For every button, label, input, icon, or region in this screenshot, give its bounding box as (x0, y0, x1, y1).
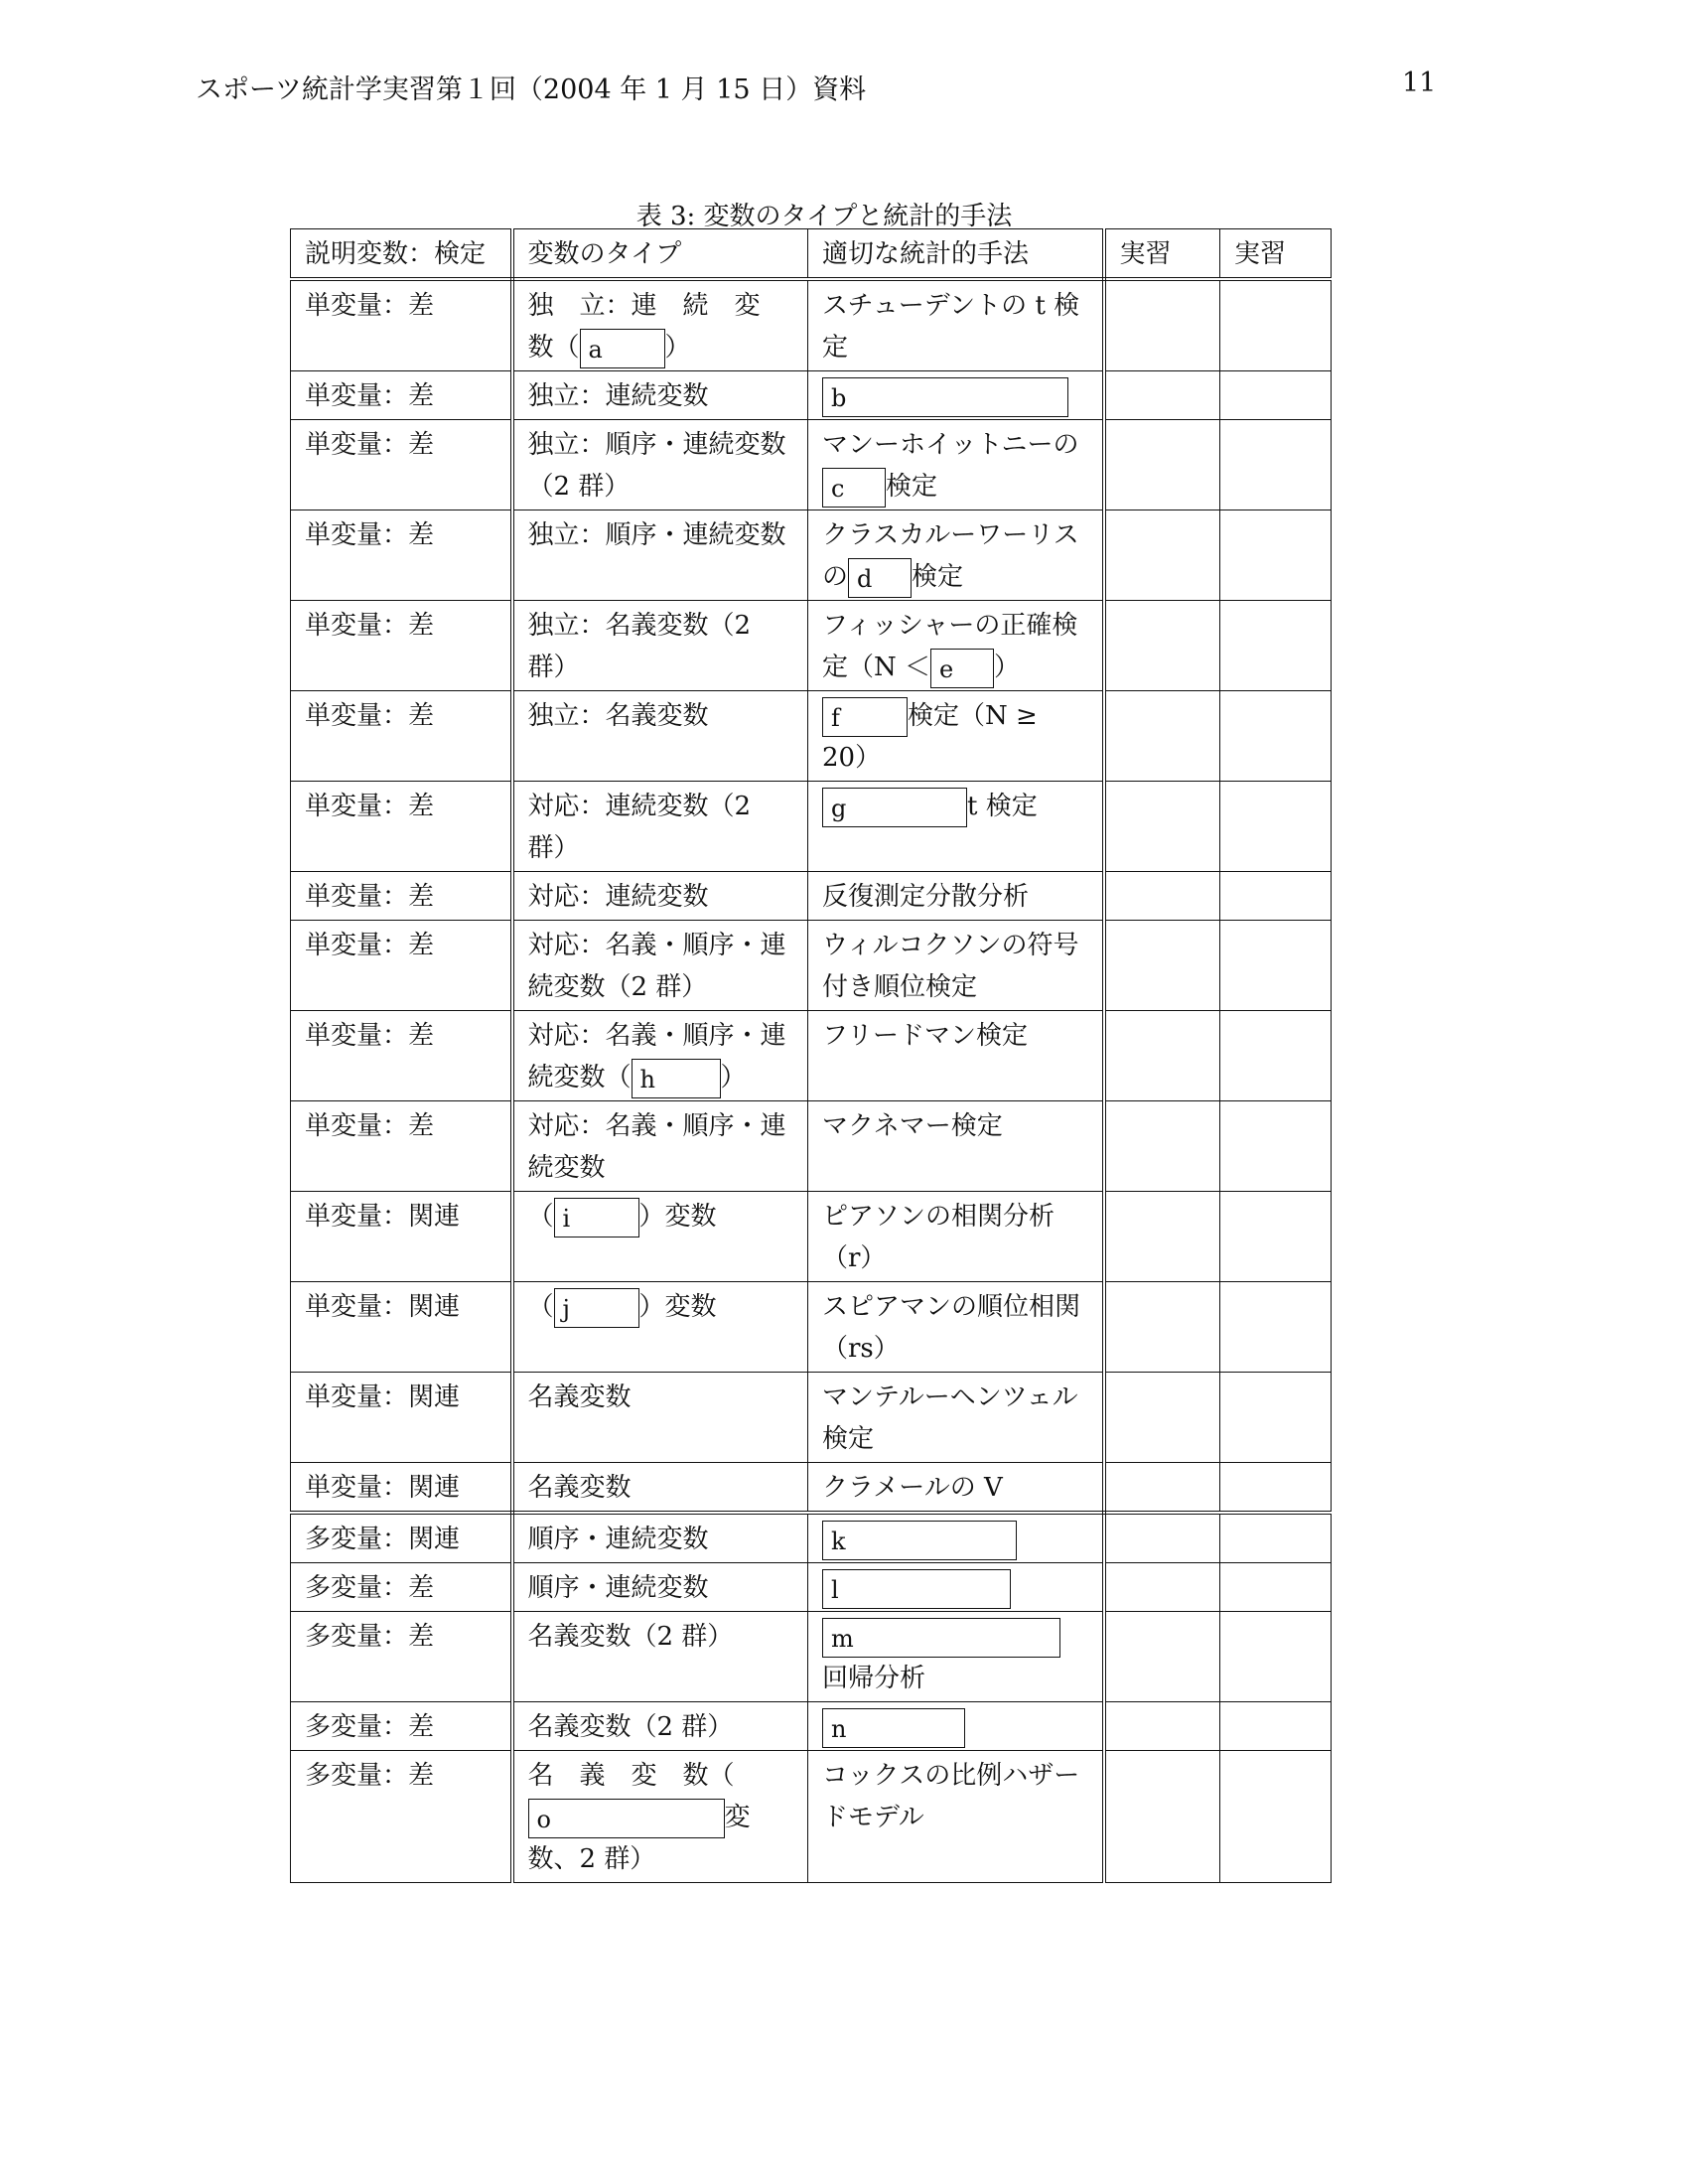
explanatory-variable-text: 単変量：差 (305, 381, 435, 411)
answer-blank-box[interactable]: b (822, 377, 1068, 417)
table-row (291, 691, 1332, 782)
statistical-method-cell (808, 1513, 1104, 1563)
statistical-method-suffix: 検定 (886, 472, 938, 502)
table-row (291, 1702, 1332, 1751)
variable-type-cell (512, 1702, 808, 1751)
practice-cell-1 (1104, 1463, 1220, 1514)
variable-type-cell (512, 1463, 808, 1514)
statistical-method-text: ウィルコクソンの符号付き順位検定 (822, 931, 1079, 1002)
practice-cell-1 (1104, 601, 1220, 691)
practice-cell-2 (1220, 601, 1332, 691)
variable-type-text: 独立：順序・連続変数 (527, 520, 786, 550)
explanatory-variable-text: 単変量：差 (305, 701, 435, 731)
practice-cell-1 (1104, 1101, 1220, 1192)
answer-blank-box[interactable]: g (822, 788, 967, 827)
table-row (291, 420, 1332, 510)
variable-type-text: 順序・連続変数 (527, 1573, 709, 1603)
variable-type-cell (512, 1192, 808, 1282)
variable-type-text: 名義変数 (527, 1383, 632, 1412)
practice-cell-1 (1104, 921, 1220, 1011)
statistical-method-cell (808, 1282, 1104, 1373)
practice-cell-1 (1104, 510, 1220, 601)
header-cell: 実習 (1104, 229, 1220, 280)
table-row (291, 872, 1332, 921)
statistical-method-cell (808, 420, 1104, 510)
header-cell: 実習 (1220, 229, 1332, 280)
statistical-method-cell (808, 1702, 1104, 1751)
explanatory-variable-cell (291, 1751, 512, 1883)
practice-cell-1 (1104, 279, 1220, 371)
table-row (291, 279, 1332, 371)
statistical-method-cell (808, 1373, 1104, 1463)
explanatory-variable-cell (291, 371, 512, 420)
variable-type-cell (512, 782, 808, 872)
practice-cell-2 (1220, 1463, 1332, 1514)
statistical-method-cell (808, 510, 1104, 601)
statistical-method-text: スピアマンの順位相関（rs） (822, 1292, 1081, 1364)
explanatory-variable-cell (291, 782, 512, 872)
explanatory-variable-cell (291, 279, 512, 371)
variable-type-text: 名義変数（2 群） (527, 1622, 734, 1652)
statistical-method-cell (808, 279, 1104, 371)
answer-blank-box[interactable]: m (822, 1618, 1060, 1658)
statistical-method-cell (808, 782, 1104, 872)
variable-type-text: （ (527, 1292, 554, 1322)
statistical-method-cell (808, 601, 1104, 691)
variable-type-text: 対応：連続変数 (527, 882, 709, 912)
answer-blank-box[interactable]: d (848, 558, 912, 598)
variable-type-cell (512, 420, 808, 510)
variable-type-text: 名 義 変 数（ (527, 1761, 735, 1791)
statistical-method-text: クラメールの V (822, 1473, 1003, 1503)
variable-type-cell (512, 601, 808, 691)
explanatory-variable-cell (291, 1612, 512, 1702)
statistical-method-suffix: 検定（N ≥ 20） (822, 701, 1038, 773)
practice-cell-2 (1220, 782, 1332, 872)
variable-type-suffix: ） (664, 333, 691, 363)
statistical-method-text: フィッシャーの正確検定（N ＜ (822, 611, 1078, 682)
variable-type-cell (512, 371, 808, 420)
statistical-method-cell (808, 1192, 1104, 1282)
practice-cell-2 (1220, 921, 1332, 1011)
explanatory-variable-cell (291, 1192, 512, 1282)
explanatory-variable-cell (291, 510, 512, 601)
statistical-method-cell (808, 1612, 1104, 1702)
variable-type-text: 独 立：連 続 変 数（ (527, 291, 786, 363)
table-row (291, 371, 1332, 420)
statistical-method-cell (808, 1751, 1104, 1883)
variable-type-text: 独立：連続変数 (527, 381, 709, 411)
answer-blank-box[interactable]: h (632, 1059, 721, 1098)
variable-type-cell (512, 872, 808, 921)
answer-blank-box[interactable]: i (554, 1198, 639, 1238)
variable-type-cell (512, 1751, 808, 1883)
variable-type-text: 名義変数 (527, 1473, 632, 1503)
explanatory-variable-text: 多変量：差 (305, 1712, 435, 1742)
table-caption: 表 3: 変数のタイプと統計的手法 (635, 202, 1013, 231)
practice-cell-1 (1104, 1192, 1220, 1282)
explanatory-variable-text: 多変量：関連 (305, 1525, 461, 1554)
table-row (291, 921, 1332, 1011)
statistical-method-cell (808, 1101, 1104, 1192)
practice-cell-2 (1220, 420, 1332, 510)
table-row (291, 1373, 1332, 1463)
statistical-method-cell (808, 1463, 1104, 1514)
explanatory-variable-cell (291, 1101, 512, 1192)
statistical-method-cell (808, 1563, 1104, 1612)
variable-type-cell (512, 1563, 808, 1612)
explanatory-variable-text: 単変量：差 (305, 1021, 435, 1051)
explanatory-variable-text: 単変量：差 (305, 931, 435, 960)
practice-cell-1 (1104, 1751, 1220, 1883)
variable-type-cell (512, 510, 808, 601)
answer-blank-box[interactable]: j (554, 1288, 639, 1328)
answer-blank-box[interactable]: k (822, 1521, 1017, 1560)
header-cell: 適切な統計的手法 (808, 229, 1104, 280)
statistical-method-cell (808, 691, 1104, 782)
table-header-row (291, 229, 1332, 280)
practice-cell-1 (1104, 1011, 1220, 1101)
practice-cell-1 (1104, 1563, 1220, 1612)
table-row (291, 1011, 1332, 1101)
explanatory-variable-cell (291, 1282, 512, 1373)
practice-cell-2 (1220, 1612, 1332, 1702)
variable-type-cell (512, 279, 808, 371)
practice-cell-2 (1220, 1513, 1332, 1563)
variable-type-text: 独立：順序・連続変数（2 群） (527, 430, 786, 502)
answer-blank-box[interactable]: a (580, 329, 665, 368)
practice-cell-2 (1220, 371, 1332, 420)
answer-blank-box[interactable]: n (822, 1708, 965, 1748)
explanatory-variable-cell (291, 872, 512, 921)
explanatory-variable-text: 単変量：差 (305, 520, 435, 550)
variable-type-suffix: ）変数 (638, 1202, 717, 1232)
explanatory-variable-text: 単変量：関連 (305, 1202, 461, 1232)
variable-type-text: 対応：名義・順序・連続変数（2 群） (527, 931, 786, 1002)
table-row (291, 782, 1332, 872)
explanatory-variable-text: 単変量：差 (305, 792, 435, 821)
explanatory-variable-text: 多変量：差 (305, 1573, 435, 1603)
statistical-method-suffix: 検定 (912, 562, 964, 592)
header-cell: 説明変数：検定 (291, 229, 512, 280)
explanatory-variable-text: 多変量：差 (305, 1622, 435, 1652)
explanatory-variable-cell (291, 1513, 512, 1563)
explanatory-variable-text: 単変量：差 (305, 291, 435, 321)
explanatory-variable-text: 単変量：差 (305, 430, 435, 460)
practice-cell-2 (1220, 279, 1332, 371)
table-row (291, 1513, 1332, 1563)
variable-type-suffix: 変数、2 群） (527, 1803, 751, 1874)
answer-blank-box[interactable]: l (822, 1569, 1011, 1609)
table-row (291, 1101, 1332, 1192)
variable-type-cell (512, 1612, 808, 1702)
variable-type-cell (512, 921, 808, 1011)
variable-type-text: 独立：名義変数（2 群） (527, 611, 752, 682)
statistical-method-cell (808, 921, 1104, 1011)
explanatory-variable-text: 単変量：差 (305, 611, 435, 641)
explanatory-variable-cell (291, 1373, 512, 1463)
explanatory-variable-cell (291, 691, 512, 782)
statistical-method-text: スチューデントの t 検定 (822, 291, 1080, 363)
explanatory-variable-cell (291, 1563, 512, 1612)
statistical-method-text: ピアソンの相関分析（r） (822, 1202, 1055, 1273)
explanatory-variable-cell (291, 1011, 512, 1101)
practice-cell-2 (1220, 691, 1332, 782)
practice-cell-1 (1104, 1282, 1220, 1373)
statistical-method-text: クラスカルーワーリスの (822, 520, 1079, 592)
practice-cell-2 (1220, 872, 1332, 921)
practice-cell-2 (1220, 1101, 1332, 1192)
explanatory-variable-text: 単変量：関連 (305, 1292, 461, 1322)
statistical-method-cell (808, 872, 1104, 921)
practice-cell-2 (1220, 510, 1332, 601)
practice-cell-1 (1104, 1702, 1220, 1751)
practice-cell-1 (1104, 1612, 1220, 1702)
variable-type-cell (512, 1282, 808, 1373)
explanatory-variable-cell (291, 420, 512, 510)
table-row (291, 510, 1332, 601)
table-row (291, 1751, 1332, 1883)
table-row (291, 1192, 1332, 1282)
statistical-method-text: マンテルーヘンツェル検定 (822, 1383, 1078, 1454)
explanatory-variable-text: 単変量：差 (305, 882, 435, 912)
variable-type-text: 対応：名義・順序・連続変数 (527, 1111, 786, 1183)
explanatory-variable-text: 単変量：関連 (305, 1473, 461, 1503)
practice-cell-2 (1220, 1192, 1332, 1282)
statistics-methods-table (290, 228, 1332, 1883)
statistical-method-suffix: 回帰分析 (822, 1664, 926, 1693)
practice-cell-2 (1220, 1011, 1332, 1101)
table-row (291, 1282, 1332, 1373)
running-header: スポーツ統計学実習第１回（2004 年 1 月 15 日）資料 (196, 74, 867, 105)
statistical-method-text: マンーホイットニーの (822, 430, 1079, 460)
answer-blank-box[interactable]: f (822, 697, 908, 737)
variable-type-text: 順序・連続変数 (527, 1525, 709, 1554)
practice-cell-2 (1220, 1702, 1332, 1751)
variable-type-cell (512, 691, 808, 782)
practice-cell-2 (1220, 1282, 1332, 1373)
statistical-method-suffix: t 検定 (967, 792, 1038, 821)
practice-cell-1 (1104, 420, 1220, 510)
practice-cell-1 (1104, 1513, 1220, 1563)
variable-type-suffix: ）変数 (638, 1292, 717, 1322)
header-cell: 変数のタイプ (512, 229, 808, 280)
statistical-method-text: マクネマー検定 (822, 1111, 1003, 1141)
explanatory-variable-cell (291, 921, 512, 1011)
explanatory-variable-cell (291, 1702, 512, 1751)
explanatory-variable-text: 単変量：関連 (305, 1383, 461, 1412)
statistical-method-text: フリードマン検定 (822, 1021, 1028, 1051)
practice-cell-2 (1220, 1751, 1332, 1883)
answer-blank-box[interactable]: o (528, 1799, 725, 1838)
answer-blank-box[interactable]: e (930, 649, 994, 688)
variable-type-cell (512, 1373, 808, 1463)
table-row (291, 1563, 1332, 1612)
practice-cell-1 (1104, 872, 1220, 921)
variable-type-text: 独立：名義変数 (527, 701, 709, 731)
variable-type-cell (512, 1101, 808, 1192)
page-number: 11 (1402, 68, 1437, 98)
explanatory-variable-cell (291, 1463, 512, 1514)
practice-cell-2 (1220, 1563, 1332, 1612)
variable-type-text: 対応：連続変数（2 群） (527, 792, 752, 863)
statistical-method-text: コックスの比例ハザードモデル (822, 1761, 1080, 1832)
practice-cell-1 (1104, 371, 1220, 420)
variable-type-cell (512, 1011, 808, 1101)
variable-type-cell (512, 1513, 808, 1563)
variable-type-suffix: ） (720, 1063, 747, 1092)
statistical-method-text: 反復測定分散分析 (822, 882, 1030, 912)
variable-type-text: 対応：名義・順序・連続変数（ (527, 1021, 786, 1092)
explanatory-variable-text: 多変量：差 (305, 1761, 435, 1791)
table-row (291, 1463, 1332, 1514)
practice-cell-1 (1104, 1373, 1220, 1463)
answer-blank-box[interactable]: c (822, 468, 886, 508)
table-row (291, 601, 1332, 691)
table-row (291, 1612, 1332, 1702)
variable-type-text: 名義変数（2 群） (527, 1712, 734, 1742)
explanatory-variable-text: 単変量：差 (305, 1111, 435, 1141)
explanatory-variable-cell (291, 601, 512, 691)
practice-cell-2 (1220, 1373, 1332, 1463)
statistical-method-cell (808, 1011, 1104, 1101)
practice-cell-1 (1104, 691, 1220, 782)
practice-cell-1 (1104, 782, 1220, 872)
statistical-method-cell (808, 371, 1104, 420)
variable-type-text: （ (527, 1202, 554, 1232)
statistical-method-suffix: ） (994, 653, 1021, 682)
